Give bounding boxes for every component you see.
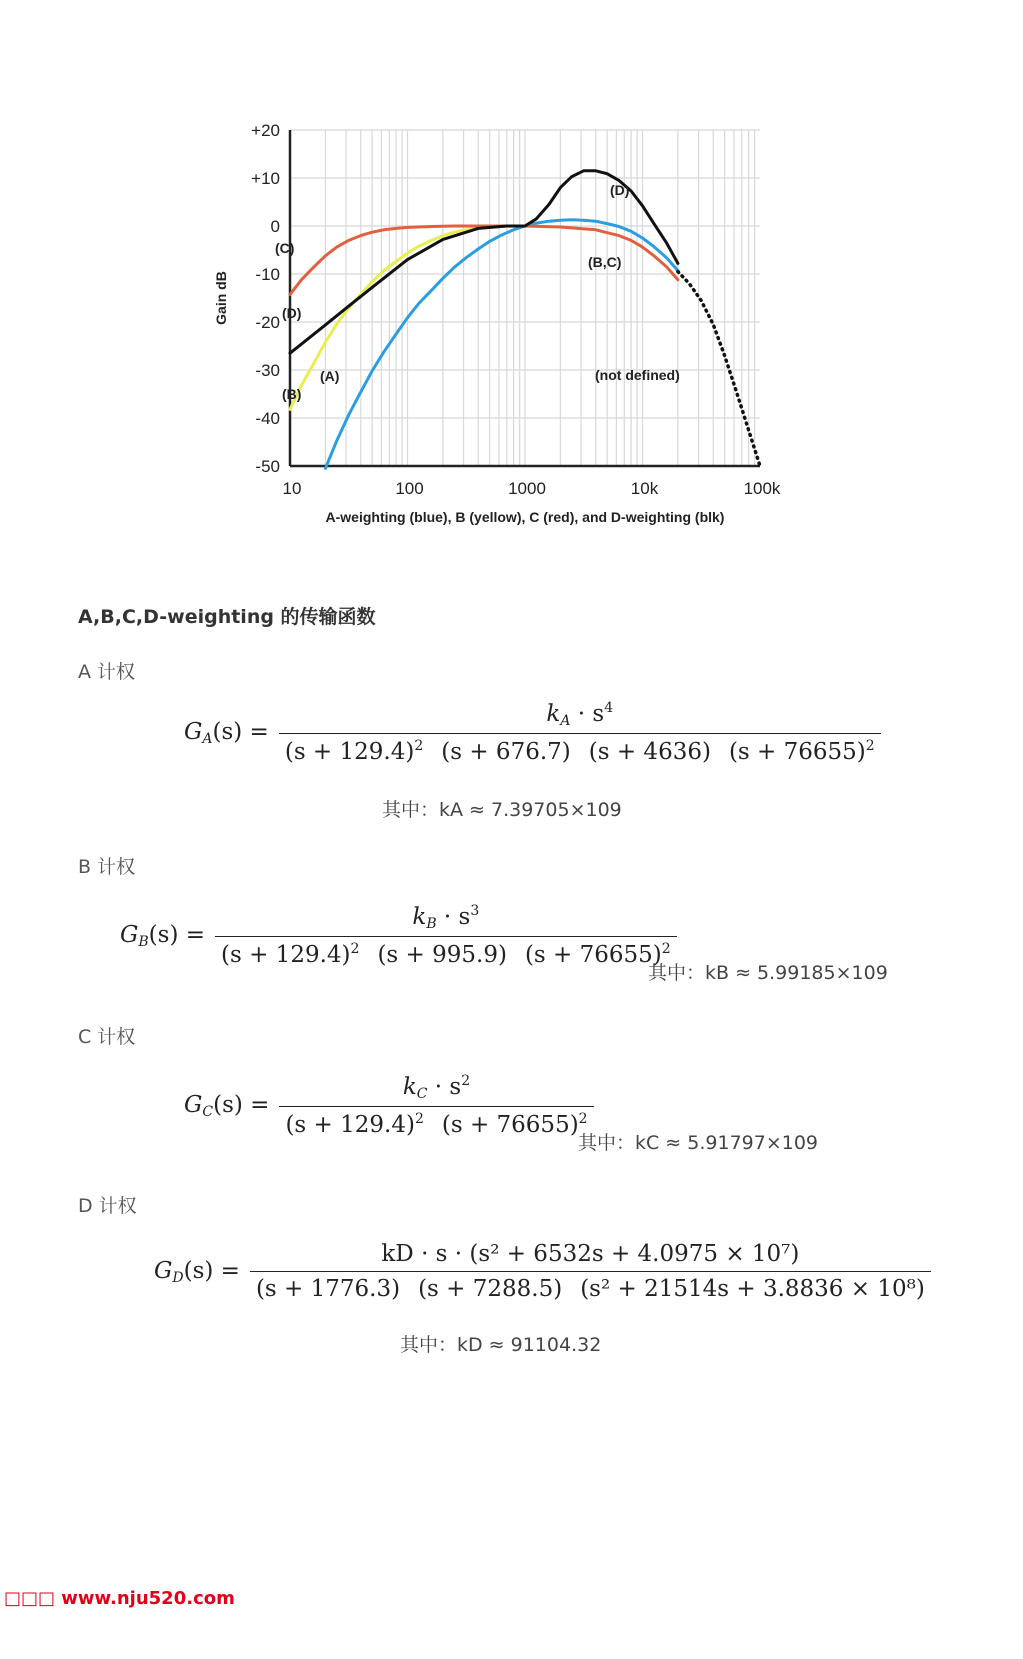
y-tick-label: -20 — [255, 313, 280, 332]
d-weighting-label: D 计权 — [78, 1195, 137, 1217]
denominator-factor: (s² + 21514s + 3.8836 × 10⁸) — [580, 1276, 925, 1302]
section-title: A,B,C,D-weighting 的传输函数 — [78, 606, 376, 628]
y-axis-label: Gain dB — [213, 271, 229, 325]
denominator-factor: $(s + 76655)^2$ — [728, 738, 875, 765]
denominator-factor: (s + 995.9) — [377, 942, 507, 968]
y-tick-label: +20 — [251, 121, 280, 140]
c-denominator — [279, 1106, 593, 1138]
x-tick-label: 100 — [395, 479, 424, 498]
denominator-factor: (s + 1776.3) — [255, 1276, 401, 1302]
d-denominator — [250, 1271, 931, 1302]
series-line-4 — [678, 272, 760, 466]
curve-annotation: (C) — [275, 240, 295, 256]
b-formula: $G_B(s)$ = $\frac{k_B \cdot s^3}{(s + 129.4)^2 (s + 995.9) (s + 76655)^2}$ — [120, 903, 677, 968]
denominator-factor: $(s + 129.4)^2$ — [285, 1111, 424, 1138]
y-tick-label: 0 — [270, 217, 280, 236]
c-constant: 其中：kC ≈ 5.91797×109 — [578, 1132, 819, 1154]
d-constant: 其中：kD ≈ 91104.32 — [400, 1334, 602, 1356]
x-tick-label: 10 — [282, 479, 302, 498]
denominator-factor: (s + 676.7) — [441, 739, 571, 765]
y-tick-label: -50 — [255, 457, 280, 476]
denominator-factor: $(s + 129.4)^2$ — [221, 941, 360, 968]
curve-annotation: (not defined) — [595, 367, 680, 383]
x-tick-label: 1000 — [508, 479, 546, 498]
a-constant: 其中：kA ≈ 7.39705×109 — [382, 799, 622, 821]
curve-annotation: (D) — [282, 305, 302, 321]
y-tick-label: +10 — [251, 169, 280, 188]
curve-annotation: (B,C) — [588, 254, 622, 270]
denominator-factor: $(s + 129.4)^2$ — [284, 738, 424, 765]
denominator-factor: (s + 7288.5) — [418, 1276, 563, 1302]
y-tick-label: -10 — [255, 265, 280, 284]
x-axis-label: A-weighting (blue), B (yellow), C (red), and D-weighting (blk) — [325, 509, 725, 525]
curve-annotation: (D) — [610, 182, 630, 198]
y-tick-label: -30 — [255, 361, 280, 380]
b-denominator — [215, 936, 677, 968]
x-tick-label: 100k — [743, 479, 781, 498]
curve-annotation: (A) — [320, 368, 340, 384]
a-formula: $G_A(s)$ = $\frac{k_A \cdot s^4}{(s + 129.4)^2 (s + 676.7) (s + 4636) (s + 76655)^2}$ — [184, 700, 881, 765]
footer-link[interactable]: □□□ www.nju520.com — [4, 1588, 235, 1609]
series-line-0 — [325, 220, 678, 469]
b-constant: 其中：kB ≈ 5.99185×109 — [648, 962, 888, 984]
denominator-factor: $(s + 76655)^2$ — [441, 1111, 588, 1138]
denominator-factor: (s + 4636) — [588, 739, 711, 765]
x-tick-label: 10k — [630, 479, 659, 498]
y-tick-label: -40 — [255, 409, 280, 428]
a-denominator — [279, 733, 881, 765]
c-formula: $G_C(s)$ = $\frac{k_C \cdot s^2}{(s + 129.4)^2 (s + 76655)^2}$ — [184, 1073, 594, 1138]
curve-annotation: (B) — [282, 386, 302, 402]
weighting-chart — [200, 118, 800, 558]
b-weighting-label: B 计权 — [78, 856, 136, 878]
denominator-factor: $(s + 76655)^2$ — [524, 941, 671, 968]
c-weighting-label: C 计权 — [78, 1026, 136, 1048]
a-weighting-label: A 计权 — [78, 661, 136, 683]
d-formula: $G_D(s)$ = $\frac{\text{kD · s · (s² + 6532s + 4.0975 × 10⁷)}}{\text{(s + 1776.3) (s + 7288.5) (s² + 21514s + 3.8836 × 10⁸)}}$ — [154, 1241, 931, 1302]
